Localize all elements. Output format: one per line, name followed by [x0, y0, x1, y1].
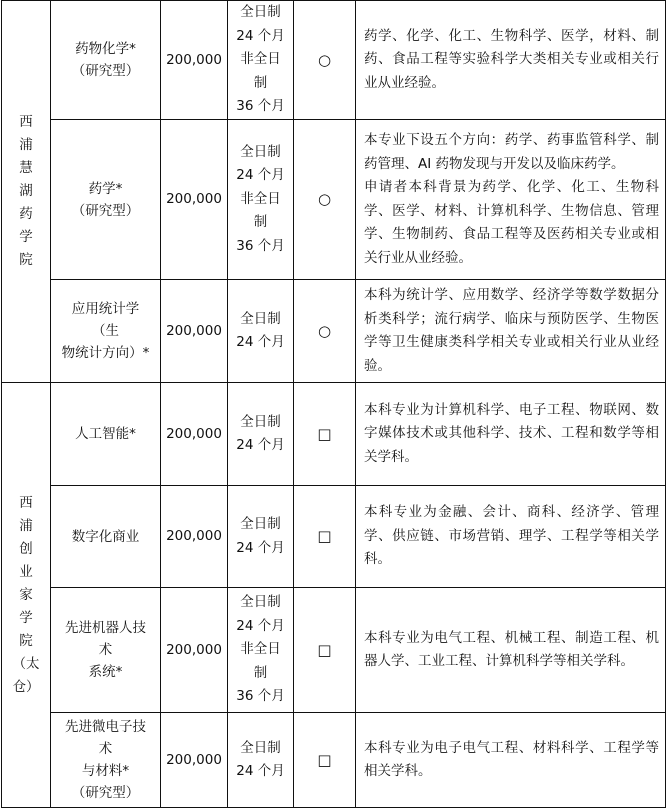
square-mark-icon: □ — [294, 588, 356, 713]
table-row — [2, 713, 666, 808]
requirement-text: 本科专业为电气工程、机械工程、制造工程、机器人学、工业工程、计算机科学等相关学科。 — [364, 629, 659, 669]
duration-line: 全日制 — [240, 594, 281, 611]
school-name-char: 院 — [19, 632, 33, 649]
circle-mark-icon: ○ — [294, 280, 356, 383]
table-row — [2, 280, 666, 383]
program-name-cell — [51, 1, 161, 120]
duration-line: 36 个月 — [236, 237, 285, 254]
requirement-text: 本科专业为电子电气工程、材料科学、工程学等相关学科。 — [364, 739, 659, 779]
school-name-char: 创 — [19, 540, 33, 557]
duration-line: 非全日 — [240, 641, 281, 658]
school-name-char: 学 — [19, 229, 33, 245]
tuition-fee: 200,000 — [161, 280, 228, 383]
duration-line: 24 个月 — [236, 763, 285, 779]
program-name-cell — [51, 280, 161, 383]
school-name-char: （太 — [12, 655, 40, 672]
requirement-cell — [356, 120, 666, 280]
program-table — [1, 0, 666, 808]
square-mark-icon: □ — [294, 713, 356, 808]
school-name-char: 浦 — [19, 517, 33, 534]
tuition-fee: 200,000 — [161, 713, 228, 808]
school-name-char: 家 — [19, 586, 33, 603]
duration-cell — [228, 713, 294, 808]
tuition-fee: 200,000 — [161, 120, 228, 280]
table-row — [2, 120, 666, 280]
program-name-cell — [51, 383, 161, 486]
program-name-cell — [51, 486, 161, 588]
duration-line: 全日制 — [240, 413, 281, 430]
duration-line: 全日制 — [240, 739, 281, 756]
school-name-char: 学 — [19, 609, 33, 626]
school-name-char: 仓） — [12, 678, 40, 695]
duration-line: 24 个月 — [236, 617, 285, 634]
circle-mark-icon: ○ — [294, 1, 356, 120]
program-name-cell — [51, 713, 161, 808]
requirement-cell — [356, 588, 666, 713]
duration-line: 制 — [253, 664, 268, 681]
program-name-line: 药物化学* — [75, 41, 136, 57]
duration-line: 全日制 — [240, 143, 281, 160]
school-name-char: 业 — [19, 563, 33, 580]
duration-line: 非全日 — [240, 51, 281, 68]
duration-line: 24 个月 — [236, 167, 285, 184]
duration-cell — [228, 120, 294, 280]
requirement-text: 申请者本科背景为药学、化学、化工、生物科学、医学、材料、计算机科学、生物信息、管理学、生物制药、食品工程等及医药相关专业或相关行业从业经验。 — [364, 179, 659, 266]
duration-line: 制 — [253, 214, 268, 231]
program-name-line: （研究型） — [71, 63, 140, 79]
program-name-line: 先进机器人技术 — [65, 620, 146, 658]
requirement-cell — [356, 1, 666, 120]
table-row — [2, 1, 666, 120]
requirement-cell — [356, 383, 666, 486]
duration-line: 24 个月 — [236, 334, 285, 350]
requirement-text: 本科为统计学、应用数学、经济学等数学数据分析类科学；流行病学、临床与预防医学、生物医学等卫生健康类科学相关专业或相关行业从业经验。 — [364, 287, 659, 374]
program-name-cell — [51, 588, 161, 713]
circle-mark-icon: ○ — [294, 120, 356, 280]
duration-line: 36 个月 — [236, 688, 285, 705]
program-name-line: 先进微电子技术 — [65, 719, 146, 757]
school-name-char: 湖 — [19, 183, 33, 199]
school-name-cell — [2, 1, 51, 383]
requirement-cell — [356, 486, 666, 588]
duration-line: 36 个月 — [236, 98, 285, 115]
school-name-char: 西 — [19, 114, 33, 130]
duration-line: 非全日 — [240, 190, 281, 207]
tuition-fee: 200,000 — [161, 588, 228, 713]
table-row — [2, 383, 666, 486]
school-name-cell — [2, 383, 51, 808]
program-name-line: （研究型） — [71, 785, 140, 801]
school-name-char: 慧 — [19, 160, 33, 176]
program-name-line: 药学* — [88, 180, 123, 197]
duration-cell — [228, 280, 294, 383]
tuition-fee: 200,000 — [161, 383, 228, 486]
square-mark-icon: □ — [294, 383, 356, 486]
duration-line: 全日制 — [240, 4, 281, 21]
duration-line: 24 个月 — [236, 539, 285, 556]
duration-cell — [228, 383, 294, 486]
duration-line: 24 个月 — [236, 27, 285, 44]
table-row — [2, 588, 666, 713]
school-name-char: 药 — [19, 206, 33, 222]
table-row — [2, 486, 666, 588]
requirement-text: 本科专业为金融、会计、商科、经济学、管理学、供应链、市场营销、理学、工程学等相关学科。 — [364, 504, 659, 568]
requirement-text: 本专业下设五个方向：药学、药事监管科学、制药管理、AI 药物发现与开发以及临床药学。 — [364, 132, 659, 172]
requirement-text: 本科专业为计算机科学、电子工程、物联网、数字媒体技术或其他科学、技术、工程和数学等相关学科。 — [364, 401, 659, 465]
school-name-char: 院 — [19, 252, 33, 268]
program-name-line: 应用统计学（生 — [71, 301, 140, 339]
program-name-line: 物统计方向）* — [61, 345, 150, 361]
duration-line: 24 个月 — [236, 437, 285, 453]
requirement-cell — [356, 280, 666, 383]
requirement-cell — [356, 713, 666, 808]
duration-cell — [228, 588, 294, 713]
school-name-char: 西 — [19, 494, 33, 511]
duration-line: 制 — [253, 74, 268, 91]
duration-line: 全日制 — [240, 516, 281, 532]
program-name-line: 人工智能* — [75, 426, 136, 442]
program-name-line: 系统* — [88, 664, 123, 680]
school-name-char: 浦 — [19, 137, 33, 153]
program-name-line: 数字化商业 — [71, 528, 140, 545]
duration-line: 全日制 — [240, 310, 281, 327]
program-name-line: （研究型） — [71, 202, 140, 219]
tuition-fee: 200,000 — [161, 1, 228, 120]
program-name-line: 与材料* — [81, 763, 130, 779]
duration-cell — [228, 486, 294, 588]
program-name-cell — [51, 120, 161, 280]
requirement-text: 药学、化学、化工、生物科学、医学，材料、制药、食品工程等实验科学大类相关专业或相关行业从业经验。 — [364, 27, 659, 91]
square-mark-icon: □ — [294, 486, 356, 588]
duration-cell — [228, 1, 294, 120]
tuition-fee: 200,000 — [161, 486, 228, 588]
